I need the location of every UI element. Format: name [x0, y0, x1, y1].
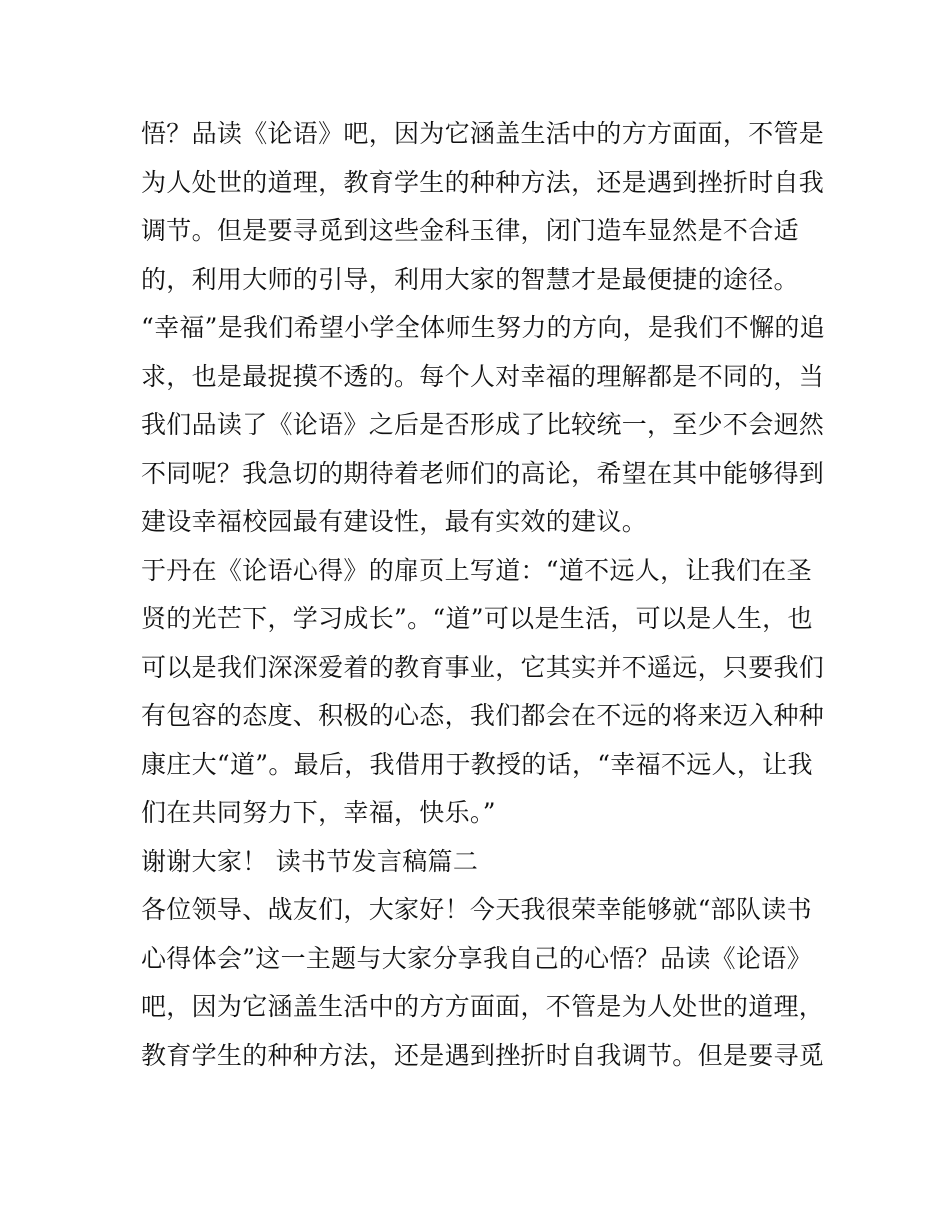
text-line: 们在共同努力下，幸福，快乐。” — [141, 798, 496, 827]
text-line: 求，也是最捉摸不透的。每个人对幸福的理解都是不同的，当 — [141, 361, 825, 391]
text-line: 悟？品读《论语》吧，因为它涵盖生活中的方方面面，不管是 — [141, 119, 825, 148]
text-line: 调节。但是要寻觅到这些金科玉律，闭门造车显然是不合适 — [141, 216, 799, 245]
text-line: 吧，因为它涵盖生活中的方方面面，不管是为人处世的道理， — [141, 992, 825, 1021]
text-line: 教育学生的种种方法，还是遇到挫折时自我调节。但是要寻觅 — [141, 1040, 825, 1070]
text-line: 我们品读了《论语》之后是否形成了比较统一，至少不会迥然 — [141, 410, 825, 439]
document-body — [141, 110, 825, 1080]
text-line: 心得体会”这一主题与大家分享我自己的心悟？品读《论语》 — [141, 943, 812, 973]
text-line: 可以是我们深深爱着的教育事业，它其实并不遥远，只要我们 — [141, 652, 825, 682]
text-line: 有包容的态度、积极的心态，我们都会在不远的将来迈入种种 — [141, 701, 825, 730]
text-line: 不同呢？我急切的期待着老师们的高论，希望在其中能够得到 — [141, 458, 825, 488]
text-line: 康庄大“道”。最后，我借用于教授的话，“幸福不远人，让我 — [141, 749, 813, 779]
text-line: 的，利用大师的引导，利用大家的智慧才是最便捷的途径。 — [141, 264, 799, 294]
text-line: 为人处世的道理，教育学生的种种方法，还是遇到挫折时自我 — [141, 167, 825, 197]
text-line: 建设幸福校园最有建设性，最有实效的建议。 — [141, 507, 648, 536]
text-line: 于丹在《论语心得》的扉页上写道：“道不远人，让我们在圣 — [141, 555, 812, 585]
text-line: 贤的光芒下，学习成长”。“道”可以是生活，可以是人生，也 — [141, 604, 813, 633]
text-line: 各位领导、战友们，大家好！今天我很荣幸能够就“部队读书 — [141, 895, 812, 924]
text-line: “幸福”是我们希望小学全体师生努力的方向，是我们不懈的追 — [141, 313, 825, 342]
section-heading: 谢谢大家！ 读书节发言稿篇二 — [141, 846, 479, 876]
